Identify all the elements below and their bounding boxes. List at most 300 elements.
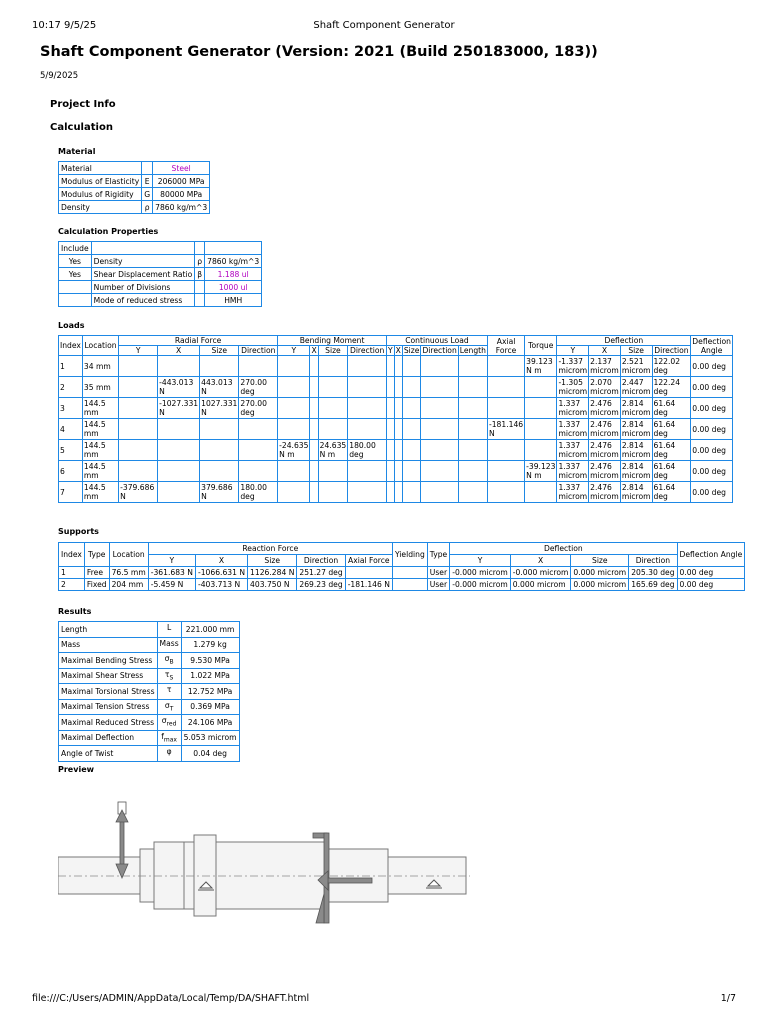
loads-cell-continuous (387, 419, 395, 440)
results-name: Mass (59, 637, 158, 653)
loads-cell-continuous (402, 356, 421, 377)
loads-cell-d-x: 2.476 microm (590, 420, 619, 438)
supports-col-location: Location (109, 543, 148, 567)
supports-cell-type: Free (84, 567, 109, 579)
supports-table (58, 542, 745, 591)
loads-cell-rf-size: 1027.331 N (201, 399, 238, 417)
loads-sub-bm-x: X (311, 346, 317, 355)
loads-cell-rf-dir (239, 440, 278, 461)
supports-cell-axial (345, 567, 392, 579)
results-symbol-sub: S (169, 674, 174, 682)
loads-cell-continuous (458, 440, 487, 461)
print-footer (32, 993, 736, 1004)
loads-cell-continuous (402, 377, 421, 398)
loads-row (59, 377, 733, 398)
results-row (59, 668, 240, 684)
loads-cell-rf-x (158, 461, 200, 482)
loads-cell-rf-size: 443.013 N (200, 377, 239, 398)
loads-cell-d-dir: 61.64 deg (652, 419, 691, 440)
loads-row (59, 356, 733, 377)
supports-cell-dtype: User (427, 567, 449, 579)
left-load-arrow (116, 802, 128, 878)
loads-cell-continuous (394, 398, 402, 419)
loads-cell-continuous (402, 440, 421, 461)
loads-cell-d-dir: 122.02 deg (652, 356, 691, 377)
loads-cell-d-y: 1.337 microm (558, 462, 588, 480)
preview-heading: Preview (58, 765, 95, 774)
loads-cell-continuous (421, 482, 458, 503)
shaft-segment-main-mid (184, 842, 194, 909)
loads-sub-d-x: X (589, 346, 621, 356)
results-row (59, 637, 240, 653)
loads-cell-location: 144.5 mm (82, 419, 118, 440)
loads-cell-rf-y (119, 377, 158, 398)
loads-cell-bm-y (278, 482, 310, 503)
results-name: Maximal Reduced Stress (59, 715, 158, 731)
loads-cell-bm-y (278, 461, 310, 482)
shaft-segment-collar-left (140, 849, 154, 902)
supports-col-dtype: Type (427, 543, 449, 567)
loads-cell-angle: 0.00 deg (691, 419, 733, 440)
results-row (59, 715, 240, 731)
loads-sub-cl-y: Y (388, 346, 393, 355)
loads-cell-axial (487, 398, 524, 419)
supports-col-reaction: Reaction Force (148, 543, 392, 555)
loads-cell-d-x: 2.476 microm (590, 462, 619, 480)
loads-cell-continuous (458, 377, 487, 398)
material-value: 206000 MPa (153, 175, 210, 188)
loads-cell-continuous (421, 398, 458, 419)
results-symbol (157, 637, 181, 653)
results-symbol-main: σ (164, 700, 170, 710)
loads-col-bending: Bending Moment (278, 336, 387, 346)
calc-props-name: Number of Divisions (91, 281, 195, 294)
loads-cell-rf-dir: 270.00 deg (239, 377, 278, 398)
supports-cell-d-x: 0.000 microm (510, 579, 571, 591)
loads-cell-rf-dir (239, 461, 278, 482)
calc-props-name: Density (91, 255, 195, 268)
results-heading: Results (58, 607, 92, 616)
loads-cell-continuous (387, 482, 395, 503)
calc-props-include: Yes (59, 268, 92, 281)
loads-cell-d-x: 2.070 microm (590, 378, 619, 396)
loads-cell-bm-x (310, 440, 318, 461)
loads-cell-d-x: 2.476 microm (590, 399, 619, 417)
results-name: Maximal Bending Stress (59, 653, 158, 669)
calc-props-row (59, 268, 262, 281)
results-symbol (157, 668, 181, 684)
loads-cell-d-dir: 122.24 deg (652, 377, 691, 398)
supports-cell-type: Fixed (84, 579, 109, 591)
loads-cell-angle: 0.00 deg (691, 356, 733, 377)
shaft-segment-left (58, 857, 140, 894)
loads-cell-index: 2 (59, 377, 83, 398)
calc-props-value: HMH (205, 294, 262, 307)
loads-cell-continuous (421, 356, 458, 377)
loads-cell-continuous (458, 356, 487, 377)
supports-cell-r-dir: 269.23 deg (297, 579, 345, 591)
loads-cell-continuous (458, 398, 487, 419)
loads-sub-rf-direction: Direction (239, 346, 278, 356)
results-symbol (157, 699, 181, 715)
results-value: 1.279 kg (181, 637, 239, 653)
results-value: 1.022 MPa (181, 668, 239, 684)
print-title: Shaft Component Generator (313, 20, 455, 31)
material-property: Modulus of Rigidity (59, 188, 142, 201)
calc-props-row (59, 255, 262, 268)
calc-props-include (59, 281, 92, 294)
supports-sub-d-x: X (510, 555, 571, 567)
loads-heading: Loads (58, 321, 85, 330)
calc-props-value: 1000 ul (205, 281, 262, 294)
loads-cell-rf-x (158, 419, 200, 440)
loads-cell-bm-dir: 180.00 deg (348, 440, 387, 461)
loads-cell-rf-y: -379.686 N (119, 482, 158, 503)
loads-cell-continuous (402, 398, 421, 419)
results-value: 5.053 microm (181, 730, 239, 746)
loads-sub-rf-y: Y (119, 346, 158, 356)
calc-props-symbol (195, 281, 205, 294)
results-symbol (157, 746, 181, 762)
loads-cell-bm-x (310, 461, 318, 482)
supports-cell-d-dir: 205.30 deg (629, 567, 677, 579)
include-label: Include (59, 242, 92, 255)
supports-sub-r-axial: Axial Force (345, 555, 392, 567)
loads-cell-bm-size (318, 419, 348, 440)
shaft-preview (58, 800, 470, 930)
loads-cell-bm-y (278, 356, 310, 377)
loads-cell-index: 5 (59, 440, 83, 461)
material-row (59, 188, 210, 201)
loads-cell-rf-size (200, 461, 239, 482)
material-table (58, 161, 210, 214)
loads-sub-cl-size: Size (403, 346, 420, 355)
loads-cell-continuous (394, 419, 402, 440)
results-name: Angle of Twist (59, 746, 158, 762)
loads-cell-rf-dir: 180.00 deg (239, 482, 278, 503)
loads-cell-index: 3 (59, 398, 83, 419)
loads-cell-rf-dir (239, 419, 278, 440)
calc-props-include: Yes (59, 255, 92, 268)
results-symbol-main: f (161, 731, 164, 741)
results-name: Maximal Shear Stress (59, 668, 158, 684)
loads-cell-continuous (421, 440, 458, 461)
material-value: Steel (153, 162, 210, 175)
loads-cell-d-size: 2.521 microm (621, 357, 651, 375)
loads-row (59, 482, 733, 503)
shaft-segment-collar-right (328, 849, 388, 902)
supports-cell-index: 2 (59, 579, 85, 591)
loads-sub-d-direction: Direction (652, 346, 691, 356)
loads-sub-bm-y: Y (278, 346, 310, 356)
loads-cell-bm-x (310, 482, 318, 503)
material-property: Material (59, 162, 142, 175)
supports-col-index: Index (59, 543, 85, 567)
supports-sub-r-size: Size (248, 555, 297, 567)
results-symbol-main: τ (166, 685, 172, 695)
loads-cell-angle: 0.00 deg (691, 482, 733, 503)
material-row (59, 175, 210, 188)
results-name: Maximal Deflection (59, 730, 158, 746)
loads-cell-continuous (458, 482, 487, 503)
loads-cell-torque (525, 377, 557, 398)
loads-cell-rf-size (200, 440, 239, 461)
loads-cell-d-y: 1.337 microm (558, 483, 588, 501)
print-datetime: 10:17 9/5/25 (32, 20, 97, 31)
results-value: 0.369 MPa (181, 699, 239, 715)
loads-cell-d-y: -1.305 microm (558, 378, 588, 396)
loads-cell-d-size: 2.814 microm (621, 441, 651, 459)
supports-row (59, 579, 745, 591)
loads-cell-rf-size (200, 419, 239, 440)
results-symbol (157, 653, 181, 669)
material-symbol: ρ (142, 201, 153, 214)
loads-cell-continuous (421, 377, 458, 398)
loads-cell-d-y: -1.337 microm (558, 357, 588, 375)
supports-cell-r-x: -403.713 N (195, 579, 247, 591)
loads-cell-bm-size (318, 482, 348, 503)
material-value: 7860 kg/m^3 (153, 201, 210, 214)
supports-col-yielding: Yielding (392, 543, 427, 567)
loads-col-deflection: Deflection (557, 336, 691, 346)
loads-cell-continuous (387, 398, 395, 419)
loads-table (58, 335, 733, 503)
material-heading: Material (58, 147, 96, 156)
supports-cell-yielding (392, 579, 427, 591)
loads-cell-d-dir: 61.64 deg (652, 482, 691, 503)
supports-cell-r-size: 1126.284 N (248, 567, 297, 579)
loads-cell-continuous (421, 461, 458, 482)
loads-cell-location: 35 mm (82, 377, 118, 398)
supports-heading: Supports (58, 527, 99, 536)
loads-cell-torque (525, 482, 557, 503)
loads-cell-bm-size (318, 356, 348, 377)
loads-sub-d-size: Size (620, 346, 652, 356)
loads-cell-rf-size (200, 356, 239, 377)
loads-sub-rf-size: Size (200, 346, 239, 356)
material-row (59, 162, 210, 175)
loads-cell-angle: 0.00 deg (691, 440, 733, 461)
results-name: Maximal Torsional Stress (59, 684, 158, 700)
loads-cell-torque (525, 440, 557, 461)
loads-cell-bm-dir (348, 419, 387, 440)
loads-cell-rf-y (119, 461, 158, 482)
loads-cell-index: 4 (59, 419, 83, 440)
loads-cell-axial (487, 440, 524, 461)
loads-cell-axial (487, 356, 524, 377)
results-row (59, 746, 240, 762)
supports-cell-d-size: 0.000 microm (571, 567, 629, 579)
supports-col-type: Type (84, 543, 109, 567)
supports-cell-angle: 0.00 deg (677, 579, 745, 591)
results-symbol (157, 684, 181, 700)
loads-sub-cl-x: X (395, 346, 401, 355)
loads-cell-continuous (394, 377, 402, 398)
calc-props-name: Shear Displacement Ratio (91, 268, 195, 281)
loads-cell-d-size: 2.447 microm (621, 378, 651, 396)
supports-cell-location: 204 mm (109, 579, 148, 591)
loads-cell-d-dir: 61.64 deg (652, 440, 691, 461)
calc-props-symbol: ρ (195, 255, 205, 268)
calc-props-row (59, 281, 262, 294)
loads-sub-cl-direction: Direction (422, 346, 457, 355)
loads-sub-d-y: Y (557, 346, 589, 356)
calc-props-row (59, 294, 262, 307)
shaft-segment-large (194, 835, 216, 916)
loads-cell-bm-x (310, 356, 318, 377)
loads-sub-bm-size: Size (318, 346, 348, 356)
calc-props-include (59, 294, 92, 307)
loads-cell-rf-y (119, 398, 158, 419)
material-value: 80000 MPa (153, 188, 210, 201)
loads-cell-continuous (387, 356, 395, 377)
material-symbol: G (142, 188, 153, 201)
print-header (32, 20, 736, 34)
calc-props-symbol (195, 294, 205, 307)
supports-sub-r-x: X (195, 555, 247, 567)
calc-props-heading: Calculation Properties (58, 227, 159, 236)
loads-cell-bm-x (310, 419, 318, 440)
document-title: Shaft Component Generator (Version: 2021 (Build 250183000, 183)) (40, 44, 598, 60)
loads-cell-continuous (387, 440, 395, 461)
results-value: 0.04 deg (181, 746, 239, 762)
loads-cell-d-y: 1.337 microm (558, 420, 588, 438)
results-symbol-main: φ (166, 747, 172, 757)
loads-cell-location: 34 mm (82, 356, 118, 377)
loads-cell-torque: -39.123 N m (526, 462, 556, 480)
results-value: 9.530 MPa (181, 653, 239, 669)
results-row (59, 622, 240, 638)
loads-cell-bm-dir (348, 356, 387, 377)
loads-row (59, 398, 733, 419)
results-name: Maximal Tension Stress (59, 699, 158, 715)
loads-cell-bm-y (278, 419, 310, 440)
loads-row (59, 419, 733, 440)
loads-cell-continuous (402, 419, 421, 440)
supports-cell-d-x: -0.000 microm (510, 567, 571, 579)
loads-sub-cl-length: Length (459, 346, 486, 355)
project-info-heading: Project Info (50, 99, 116, 110)
supports-sub-r-direction: Direction (297, 555, 345, 567)
loads-cell-index: 6 (59, 461, 83, 482)
loads-cell-bm-x (310, 398, 318, 419)
loads-col-index: Index (59, 336, 83, 356)
loads-cell-angle: 0.00 deg (691, 398, 733, 419)
loads-col-deflection-angle: Deflection Angle (692, 336, 731, 355)
results-name: Length (59, 622, 158, 638)
supports-cell-d-dir: 165.69 deg (629, 579, 677, 591)
loads-cell-continuous (402, 461, 421, 482)
results-symbol-main: σ (161, 716, 167, 726)
loads-cell-rf-x (158, 482, 200, 503)
loads-cell-continuous (458, 419, 487, 440)
supports-sub-d-y: Y (450, 555, 511, 567)
supports-cell-axial: -181.146 N (345, 579, 392, 591)
loads-cell-axial (487, 377, 524, 398)
loads-cell-torque (525, 419, 557, 440)
results-symbol-main: τ (164, 669, 170, 679)
calc-props-include-row (59, 242, 262, 255)
loads-sub-bm-direction: Direction (348, 346, 387, 356)
loads-cell-continuous (387, 461, 395, 482)
loads-cell-d-size: 2.814 microm (621, 399, 651, 417)
loads-cell-axial (487, 461, 524, 482)
document-date: 5/9/2025 (40, 71, 79, 81)
loads-cell-location: 144.5 mm (82, 482, 118, 503)
loads-cell-bm-y: -24.635 N m (279, 441, 309, 459)
loads-cell-bm-dir (348, 461, 387, 482)
loads-col-radial: Radial Force (119, 336, 278, 346)
loads-cell-bm-y (278, 377, 310, 398)
loads-cell-bm-x (310, 377, 318, 398)
supports-cell-r-x: -1066.631 N (195, 567, 247, 579)
loads-cell-rf-y (119, 419, 158, 440)
loads-cell-index: 7 (59, 482, 83, 503)
loads-cell-rf-x: -443.013 N (158, 377, 200, 398)
shaft-segment-main-left (154, 842, 184, 909)
loads-cell-bm-dir (348, 377, 387, 398)
supports-cell-d-y: -0.000 microm (450, 567, 511, 579)
loads-cell-continuous (458, 461, 487, 482)
loads-cell-bm-size: 24.635 N m (319, 441, 347, 459)
supports-col-deflection-angle: Deflection Angle (677, 543, 745, 567)
supports-cell-r-dir: 251.27 deg (297, 567, 345, 579)
results-row (59, 684, 240, 700)
supports-cell-location: 76.5 mm (109, 567, 148, 579)
calc-props-name: Mode of reduced stress (91, 294, 195, 307)
loads-cell-bm-size (318, 461, 348, 482)
loads-cell-continuous (387, 377, 395, 398)
loads-cell-continuous (402, 482, 421, 503)
results-row (59, 653, 240, 669)
loads-cell-bm-size (318, 377, 348, 398)
loads-sub-rf-x: X (158, 346, 200, 356)
loads-cell-rf-dir: 270.00 deg (239, 398, 278, 419)
calc-props-table (58, 241, 262, 307)
results-value: 221.000 mm (181, 622, 239, 638)
results-value: 24.106 MPa (181, 715, 239, 731)
loads-cell-torque (525, 398, 557, 419)
supports-cell-d-size: 0.000 microm (571, 579, 629, 591)
loads-cell-continuous (394, 461, 402, 482)
loads-cell-rf-x: -1027.331 N (159, 399, 199, 417)
loads-row (59, 461, 733, 482)
material-row (59, 201, 210, 214)
loads-col-axial: Axial Force (487, 336, 524, 356)
supports-sub-d-size: Size (571, 555, 629, 567)
loads-cell-continuous (394, 440, 402, 461)
loads-cell-bm-size (318, 398, 348, 419)
loads-cell-bm-y (278, 398, 310, 419)
results-symbol-sub: T (169, 705, 174, 713)
loads-col-location: Location (82, 336, 118, 356)
loads-cell-rf-dir (239, 356, 278, 377)
results-symbol-sub: max (163, 736, 177, 744)
loads-row (59, 440, 733, 461)
loads-cell-continuous (394, 356, 402, 377)
loads-cell-rf-x (158, 440, 200, 461)
loads-cell-rf-y (119, 356, 158, 377)
loads-col-continuous: Continuous Load (387, 336, 488, 346)
loads-col-torque: Torque (525, 336, 557, 356)
loads-cell-d-y: 1.337 microm (558, 441, 588, 459)
calculation-heading: Calculation (50, 122, 113, 133)
supports-cell-r-y: -361.683 N (148, 567, 195, 579)
loads-cell-rf-y (119, 440, 158, 461)
loads-cell-bm-dir (348, 482, 387, 503)
loads-cell-rf-x (158, 356, 200, 377)
results-symbol-main: L (166, 623, 172, 632)
